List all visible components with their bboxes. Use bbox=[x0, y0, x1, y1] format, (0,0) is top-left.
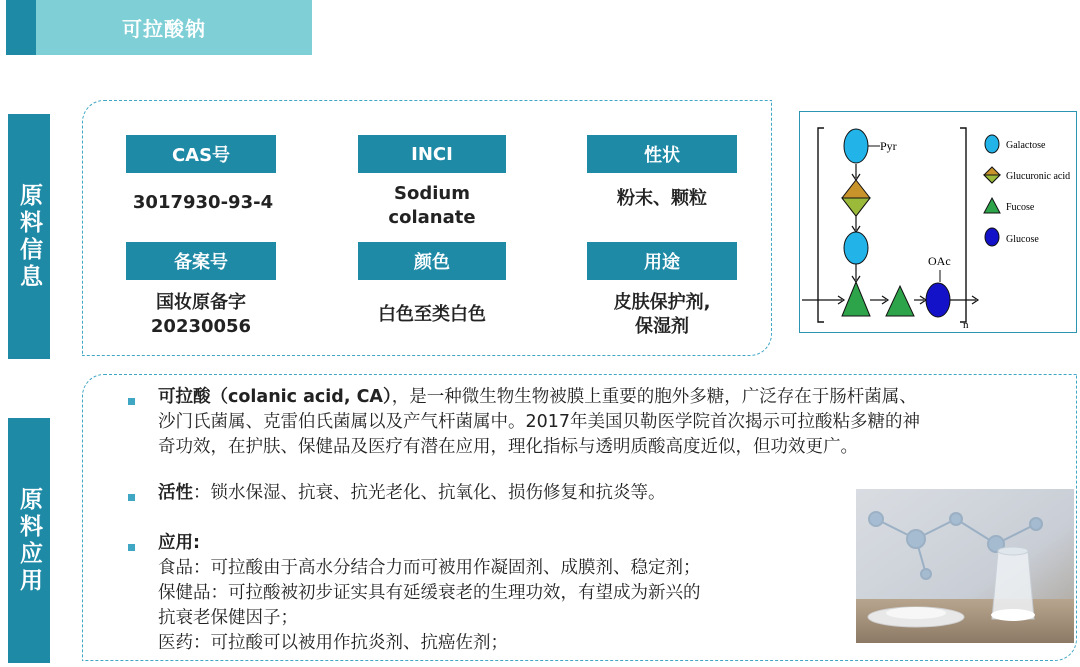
side-label-info bbox=[8, 114, 50, 359]
right-bracket bbox=[960, 128, 966, 322]
application-term: 应用: bbox=[158, 533, 200, 553]
pyr-label: Pyr bbox=[880, 139, 897, 153]
title-bar bbox=[36, 0, 312, 55]
color-header: 颜色 bbox=[358, 242, 506, 280]
application-medicine: 医药：可拉酸可以被用作抗炎剂、抗癌佐剂； bbox=[158, 633, 508, 653]
application-health-cont: 抗衰老保健因子； bbox=[158, 608, 298, 628]
cas-value: 3017930-93-4 bbox=[132, 192, 274, 213]
legend-glucuronic-label: Glucuronic acid bbox=[1006, 171, 1071, 182]
inci-value-line1: Sodium bbox=[394, 183, 470, 204]
glucose-shape bbox=[926, 283, 950, 317]
side-label-info-text: 原料信息 bbox=[16, 182, 42, 291]
bullet-application bbox=[128, 544, 135, 551]
legend-fucose-icon bbox=[984, 198, 1000, 213]
fucose-shape-2 bbox=[886, 286, 914, 316]
legend-glucose-label: Glucose bbox=[1006, 234, 1039, 245]
intro-line2: 沙门氏菌属、克雷伯氏菌属以及产气杆菌属中。2017年美国贝勒医学院首次揭示可拉酸粘多糖的神 bbox=[158, 412, 921, 432]
application-paragraph bbox=[158, 531, 848, 656]
appearance-header: 性状 bbox=[587, 135, 737, 173]
product-photo bbox=[856, 489, 1074, 643]
inci-value-line2: colanate bbox=[388, 207, 476, 228]
usage-value-line1: 皮肤保护剂, bbox=[613, 292, 711, 313]
filing-header: 备案号 bbox=[126, 242, 276, 280]
galactose-shape-top bbox=[844, 129, 868, 163]
appearance-value: 粉末、颗粒 bbox=[617, 188, 707, 209]
left-bracket bbox=[818, 128, 824, 322]
bullet-activity bbox=[128, 494, 135, 501]
inci-value bbox=[358, 182, 506, 230]
legend-galactose-label: Galactose bbox=[1006, 140, 1046, 151]
application-health: 保健品：可拉酸被初步证实具有延缓衰老的生理功效，有望成为新兴的 bbox=[158, 583, 701, 603]
side-label-application-text: 原料应用 bbox=[16, 486, 42, 595]
page-title: 可拉酸钠 bbox=[122, 17, 206, 41]
activity-text: ：锁水保湿、抗衰、抗光老化、抗氧化、损伤修复和抗炎等。 bbox=[193, 483, 666, 503]
repeat-n-label: n bbox=[963, 319, 969, 331]
side-label-application bbox=[8, 418, 50, 663]
fucose-shape-1 bbox=[842, 282, 870, 316]
filing-value-line1: 国妆原备字 bbox=[156, 292, 246, 313]
colanic-acid-structure-diagram bbox=[799, 111, 1077, 333]
oac-label: OAc bbox=[928, 254, 951, 268]
legend-fucose-label: Fucose bbox=[1006, 202, 1035, 213]
intro-line3: 奇功效，在护肤、保健品及医疗有潜在应用，理化指标与透明质酸高度近似，但功效更广。 bbox=[158, 437, 858, 457]
usage-value-line2: 保湿剂 bbox=[635, 316, 689, 337]
usage-value bbox=[587, 291, 737, 339]
legend-glucose-icon bbox=[985, 228, 999, 246]
cas-header: CAS号 bbox=[126, 135, 276, 173]
filing-value bbox=[126, 291, 276, 339]
galactose-shape-middle bbox=[844, 232, 868, 264]
usage-header: 用途 bbox=[587, 242, 737, 280]
activity-paragraph bbox=[158, 481, 858, 506]
title-accent bbox=[6, 0, 36, 55]
inci-header: INCI bbox=[358, 135, 506, 173]
intro-line1: ，是一种微生物生物被膜上重要的胞外多糖，广泛存在于肠杆菌属、 bbox=[391, 387, 917, 407]
activity-term: 活性 bbox=[158, 483, 193, 503]
application-food: 食品：可拉酸由于高水分结合力而可被用作凝固剂、成膜剂、稳定剂； bbox=[158, 558, 701, 578]
intro-term: 可拉酸（colanic acid, CA） bbox=[158, 387, 392, 407]
bullet-intro bbox=[128, 398, 135, 405]
filing-value-line2: 20230056 bbox=[150, 316, 252, 337]
legend-galactose-icon bbox=[985, 135, 999, 153]
intro-paragraph bbox=[158, 385, 1058, 460]
color-value: 白色至类白色 bbox=[378, 304, 486, 325]
